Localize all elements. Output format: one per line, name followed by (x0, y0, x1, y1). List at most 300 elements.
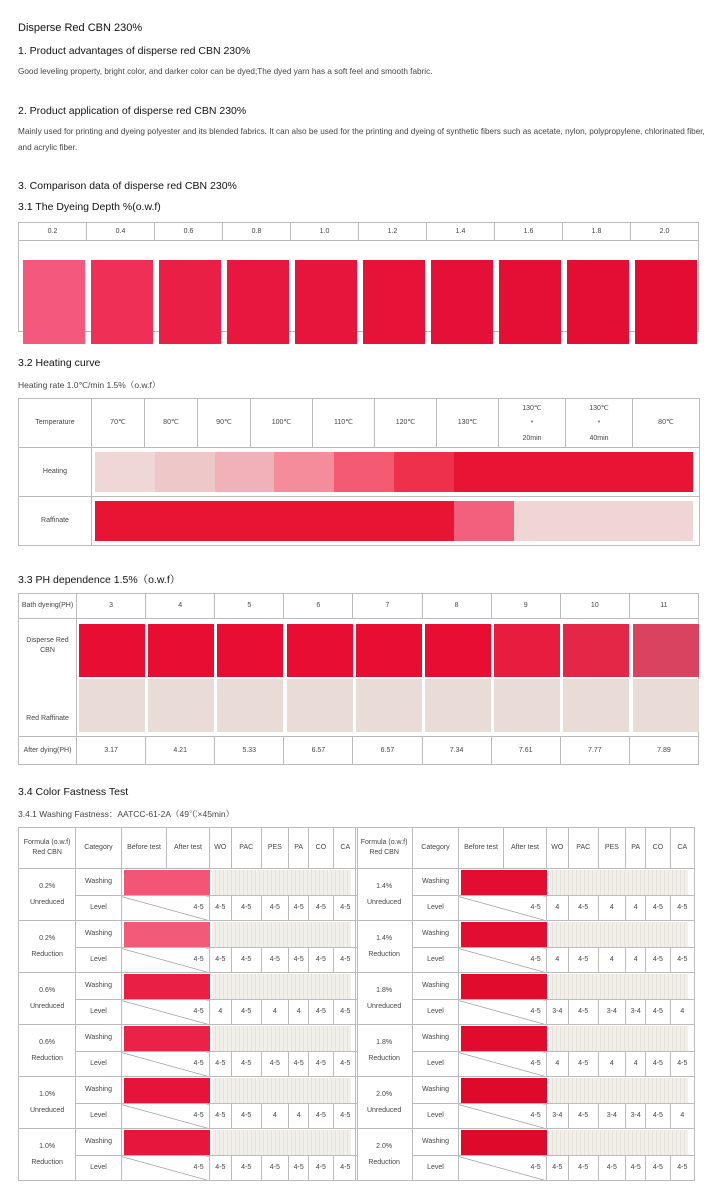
before-after-cell (121, 1000, 209, 1025)
level-label: Level (76, 1104, 122, 1129)
fiber-level: 4-5 (568, 1000, 598, 1025)
after-header: After test (504, 828, 546, 869)
fiber-level: 4-5 (670, 948, 694, 973)
after-level: 4-5 (530, 1112, 541, 1119)
fiber-level: 4-5 (261, 1156, 289, 1181)
formula-cell (356, 869, 413, 921)
strip-segment (95, 452, 155, 492)
fiber-level: 4-5 (309, 1000, 333, 1025)
depth-label: 1.2 (359, 223, 427, 241)
formula-cell (356, 921, 413, 973)
fiber-level: 4-5 (646, 1052, 670, 1077)
ph-value: 6 (284, 594, 353, 619)
after-level: 4-5 (193, 1112, 204, 1119)
ph-value: 4 (146, 594, 215, 619)
fiber-level: 4-5 (568, 1156, 598, 1181)
fiber-level: 4-5 (670, 896, 694, 921)
fiber-level: 4-5 (626, 1156, 646, 1181)
fiber-level: 4-5 (309, 896, 333, 921)
fiber-level: 4 (670, 1104, 694, 1129)
ph-dye-swatch (148, 624, 214, 677)
strip-segment (215, 501, 275, 541)
ph-dye-label: Disperse Red CBN (26, 636, 69, 654)
fiber-level: 4 (626, 948, 646, 973)
washing-swatch-cell (121, 1129, 357, 1156)
temperature-cell: 90℃ (198, 399, 251, 448)
multifiber-strip (212, 922, 351, 947)
fiber-level: 4-5 (333, 1000, 357, 1025)
fiber-level: 4-5 (670, 1052, 694, 1077)
formula-percent: 0.6% (39, 1038, 56, 1046)
before-after-cell (458, 1000, 546, 1025)
washing-swatch-cell (458, 869, 694, 896)
formula-mode: Unreduced (29, 898, 65, 906)
formula-percent: 2.0% (376, 1142, 393, 1150)
strip-segment (633, 452, 693, 492)
ph-raffinate-swatch (356, 679, 422, 732)
temperature-cell: 70℃ (92, 399, 145, 448)
level-label: Level (413, 1104, 459, 1129)
level-label: Level (76, 896, 122, 921)
formula-mode: Reduction (31, 1158, 63, 1166)
strip-segment (394, 501, 454, 541)
after-ph-value: 7.89 (629, 737, 698, 765)
fiber-header: CO (309, 828, 333, 869)
strip-segment (394, 452, 454, 492)
fiber-level: 4-5 (231, 1000, 261, 1025)
after-level: 4-5 (530, 1164, 541, 1171)
ph-raffinate-swatch (287, 679, 353, 732)
washing-label: Washing (413, 1025, 459, 1052)
strip-segment (454, 501, 514, 541)
formula-percent: 0.6% (39, 986, 56, 994)
strip-segment (274, 501, 334, 541)
fiber-header: CO (646, 828, 670, 869)
washing-swatch-cell (458, 973, 694, 1000)
depth-label: 1.4 (427, 223, 495, 241)
temperature-cell: 80℃ (145, 399, 198, 448)
fiber-level: 4-5 (231, 896, 261, 921)
fiber-level: 3-4 (626, 1000, 646, 1025)
fiber-level: 4-5 (646, 948, 670, 973)
fiber-header: PAC (568, 828, 598, 869)
washing-label: Washing (76, 869, 122, 896)
dyed-fabric-swatch (461, 870, 547, 895)
ph-value: 11 (629, 594, 698, 619)
ph-raffinate-swatch (217, 679, 283, 732)
temperature-cell: 130℃ (437, 399, 499, 448)
fiber-header: WO (209, 828, 231, 869)
formula-percent: 1.8% (376, 986, 393, 994)
fiber-level: 4-5 (231, 1052, 261, 1077)
fiber-level: 4 (209, 1000, 231, 1025)
raffinate-strip (92, 497, 700, 546)
ph-dye-swatch (494, 624, 560, 677)
depth-swatch (499, 260, 561, 344)
fiber-level: 4-5 (309, 1052, 333, 1077)
fiber-level: 4-5 (333, 896, 357, 921)
level-label: Level (413, 896, 459, 921)
depth-table (18, 222, 699, 332)
fiber-level: 4-5 (209, 1156, 231, 1181)
ph-value: 7 (353, 594, 422, 619)
after-level: 4-5 (193, 1060, 204, 1067)
multifiber-strip (549, 974, 688, 999)
formula-mode: Reduction (368, 1158, 400, 1166)
dyed-fabric-swatch (124, 922, 210, 947)
fastness-table-right (355, 827, 695, 1181)
depth-label: 1.0 (291, 223, 359, 241)
heating-heading: 3.2 Heating curve (18, 357, 101, 369)
fiber-level: 4-5 (309, 948, 333, 973)
washing-label: Washing (413, 921, 459, 948)
strip-segment (573, 452, 633, 492)
fiber-level: 4-5 (333, 1052, 357, 1077)
fiber-level: 4-5 (646, 1156, 670, 1181)
heating-strip (92, 448, 700, 497)
fiber-level: 4-5 (289, 948, 309, 973)
fiber-header: PA (289, 828, 309, 869)
hold-cell (566, 399, 633, 448)
hold-line: 130℃ (589, 404, 609, 412)
fiber-level: 4-5 (568, 1052, 598, 1077)
multifiber-strip (212, 1026, 351, 1051)
formula-cell (356, 1077, 413, 1129)
washing-swatch-cell (121, 973, 357, 1000)
formula-mode: Unreduced (29, 1106, 65, 1114)
before-after-cell (121, 1052, 209, 1077)
hold-line: 130℃ (522, 404, 542, 412)
fiber-level: 3-4 (546, 1000, 568, 1025)
depth-swatch (91, 260, 153, 344)
formula-cell (356, 973, 413, 1025)
strip-segment (573, 501, 633, 541)
washing-label: Washing (76, 1129, 122, 1156)
after-level: 4-5 (193, 1008, 204, 1015)
strip-segment (633, 501, 693, 541)
fiber-level: 4-5 (261, 948, 289, 973)
temperature-label: Temperature (19, 399, 92, 448)
strip-segment (274, 452, 334, 492)
dyed-fabric-swatch (124, 870, 210, 895)
fiber-level: 4-5 (333, 1156, 357, 1181)
fiber-level: 4-5 (209, 896, 231, 921)
depth-label: 1.8 (563, 223, 631, 241)
fiber-level: 4 (598, 948, 626, 973)
ph-value: 10 (560, 594, 629, 619)
washing-label: Washing (76, 921, 122, 948)
formula-mode: Reduction (31, 950, 63, 958)
formula-cell (19, 973, 76, 1025)
fiber-header: PAC (231, 828, 261, 869)
washing-swatch-cell (121, 1077, 357, 1104)
strip-segment (514, 452, 574, 492)
formula-mode: Unreduced (29, 1002, 65, 1010)
dyed-fabric-swatch (461, 1026, 547, 1051)
ph-swatch-area (77, 619, 699, 737)
before-after-cell (458, 896, 546, 921)
strip-segment (155, 452, 215, 492)
fiber-level: 4-5 (646, 1000, 670, 1025)
fiber-level: 4-5 (333, 948, 357, 973)
formula-cell (19, 869, 76, 921)
multifiber-strip (549, 1130, 688, 1155)
after-level: 4-5 (530, 904, 541, 911)
fiber-level: 3-4 (626, 1104, 646, 1129)
heating-table (18, 398, 700, 546)
fiber-header: CA (333, 828, 357, 869)
depth-swatch (635, 260, 697, 344)
washing-swatch-cell (458, 1077, 694, 1104)
fiber-level: 4-5 (231, 948, 261, 973)
fiber-level: 4-5 (309, 1156, 333, 1181)
ph-raffinate-swatch (563, 679, 629, 732)
after-ph-value: 6.57 (284, 737, 353, 765)
formula-cell (19, 1129, 76, 1181)
depth-swatch (23, 260, 85, 344)
section-2-heading: 2. Product application of disperse red CBN 230% (18, 105, 247, 117)
ph-dye-swatch (356, 624, 422, 677)
ph-dye-swatch (563, 624, 629, 677)
level-label: Level (76, 1052, 122, 1077)
bath-label: Bath dyeing(PH) (19, 594, 77, 619)
depth-swatch (295, 260, 357, 344)
fiber-level: 4 (261, 1104, 289, 1129)
multifiber-strip (212, 870, 351, 895)
level-label: Level (413, 1000, 459, 1025)
formula-percent: 2.0% (376, 1090, 393, 1098)
washing-swatch-cell (121, 869, 357, 896)
fiber-level: 4-5 (646, 1104, 670, 1129)
fiber-level: 4-5 (546, 1156, 568, 1181)
washing-label: Washing (76, 973, 122, 1000)
section-2-text: Mainly used for printing and dyeing polyester and its blended fabrics. It can also be used for the printing and dyeing of synthetic fibers such as acetate, nylon, polypropylene, chlorinated fiber, and acrylic fiber. (18, 127, 705, 152)
washing-swatch-cell (458, 921, 694, 948)
fiber-level: 4 (261, 1000, 289, 1025)
fiber-level: 4 (598, 896, 626, 921)
before-after-cell (121, 896, 209, 921)
depth-label: 0.4 (87, 223, 155, 241)
fiber-level: 3-4 (598, 1104, 626, 1129)
fiber-level: 4-5 (670, 1156, 694, 1181)
fiber-level: 4-5 (231, 1104, 261, 1129)
fiber-level: 3-4 (546, 1104, 568, 1129)
dyed-fabric-swatch (124, 1130, 210, 1155)
heating-row-label: Heating (19, 448, 92, 497)
depth-label: 0.2 (19, 223, 87, 241)
formula-cell (19, 1025, 76, 1077)
washing-swatch-cell (121, 1025, 357, 1052)
level-label: Level (413, 1156, 459, 1181)
fiber-level: 3-4 (598, 1000, 626, 1025)
section-1-heading: 1. Product advantages of disperse red CBN 230% (18, 45, 251, 57)
strip-segment (454, 452, 514, 492)
formula-header: Formula (o.w.f) Red CBN (356, 828, 413, 869)
washing-label: Washing (413, 869, 459, 896)
fiber-level: 4-5 (231, 1156, 261, 1181)
ph-value: 5 (215, 594, 284, 619)
ph-dye-swatch (425, 624, 491, 677)
formula-cell (356, 1129, 413, 1181)
category-header: Category (413, 828, 459, 869)
level-label: Level (413, 1052, 459, 1077)
fiber-level: 4-5 (568, 1104, 598, 1129)
page-title: Disperse Red CBN 230% (18, 22, 143, 34)
temperature-cell: 110℃ (313, 399, 375, 448)
hold-line: * (597, 419, 601, 427)
depth-heading: 3.1 The Dyeing Depth %(o.w.f) (18, 201, 161, 213)
fiber-level: 4-5 (209, 1052, 231, 1077)
after-level: 4-5 (530, 1008, 541, 1015)
ph-dye-swatch (633, 624, 699, 677)
ph-dye-swatch (79, 624, 145, 677)
ph-raffinate-swatch (425, 679, 491, 732)
fiber-level: 4 (546, 1052, 568, 1077)
formula-header: Formula (o.w.f) Red CBN (19, 828, 76, 869)
fiber-level: 4-5 (289, 1052, 309, 1077)
fiber-level: 4-5 (309, 1104, 333, 1129)
hold-line: 40min (589, 434, 609, 442)
formula-mode: Reduction (368, 1054, 400, 1062)
strip-segment (215, 452, 275, 492)
dyed-fabric-swatch (461, 922, 547, 947)
before-after-cell (121, 1156, 209, 1181)
fiber-level: 4 (546, 896, 568, 921)
washing-swatch-cell (458, 1129, 694, 1156)
after-ph-value: 3.17 (77, 737, 146, 765)
ph-raffinate-swatch (494, 679, 560, 732)
section-1-text: Good leveling property, bright color, and darker color can be dyed;The dyed yarn has a soft feel and smooth fabric. (18, 67, 433, 76)
depth-swatch-row (19, 241, 699, 332)
after-level: 4-5 (530, 1060, 541, 1067)
fiber-level: 4 (626, 1052, 646, 1077)
strip-segment (95, 501, 155, 541)
hold-line: 20min (522, 434, 542, 442)
depth-label: 0.8 (223, 223, 291, 241)
fiber-level: 4 (289, 1104, 309, 1129)
formula-cell (356, 1025, 413, 1077)
before-after-cell (458, 1104, 546, 1129)
dyed-fabric-swatch (461, 1130, 547, 1155)
after-ph-value: 7.61 (491, 737, 560, 765)
category-header: Category (76, 828, 122, 869)
dyed-fabric-swatch (461, 974, 547, 999)
after-label: After dying(PH) (19, 737, 77, 765)
strip-segment (514, 501, 574, 541)
depth-label: 0.6 (155, 223, 223, 241)
dyed-fabric-swatch (461, 1078, 547, 1103)
fiber-level: 4 (670, 1000, 694, 1025)
washing-swatch-cell (121, 921, 357, 948)
formula-mode: Unreduced (366, 898, 402, 906)
before-after-cell (121, 948, 209, 973)
before-header: Before test (458, 828, 504, 869)
level-label: Level (76, 1156, 122, 1181)
multifiber-strip (212, 1130, 351, 1155)
formula-percent: 1.0% (39, 1090, 56, 1098)
depth-swatch (363, 260, 425, 344)
dyed-fabric-swatch (124, 1026, 210, 1051)
fiber-level: 4 (289, 1000, 309, 1025)
hold-line: * (530, 419, 534, 427)
ph-raffinate-label: Red Raffinate (26, 714, 69, 722)
fiber-header: PA (626, 828, 646, 869)
formula-mode: Reduction (368, 950, 400, 958)
washing-label: Washing (413, 1129, 459, 1156)
ph-dye-label-cell (19, 619, 77, 737)
fastness-table-left (18, 827, 358, 1181)
fiber-level: 4 (598, 1052, 626, 1077)
depth-label: 1.6 (495, 223, 563, 241)
washing-label: Washing (413, 1077, 459, 1104)
raffinate-row-label: Raffinate (19, 497, 92, 546)
formula-cell (19, 921, 76, 973)
formula-percent: 0.2% (39, 882, 56, 890)
fiber-header: PES (261, 828, 289, 869)
ph-raffinate-swatch (79, 679, 145, 732)
after-header: After test (167, 828, 209, 869)
depth-swatch (227, 260, 289, 344)
washing-fastness-heading: 3.4.1 Washing Fastness：AATCC-61-2A（49℃×45min） (18, 809, 235, 819)
ph-heading: 3.3 PH dependence 1.5%（o.w.f） (18, 574, 181, 586)
fiber-header: CA (670, 828, 694, 869)
formula-mode: Reduction (31, 1054, 63, 1062)
heating-gradient (95, 452, 693, 492)
fiber-level: 4 (546, 948, 568, 973)
strip-segment (334, 501, 394, 541)
temperature-cell: 80℃ (633, 399, 700, 448)
formula-percent: 1.4% (376, 882, 393, 890)
fiber-level: 4-5 (209, 948, 231, 973)
strip-segment (334, 452, 394, 492)
fiber-level: 4-5 (289, 1156, 309, 1181)
before-header: Before test (121, 828, 167, 869)
formula-mode: Unreduced (366, 1106, 402, 1114)
multifiber-strip (549, 1026, 688, 1051)
formula-cell (19, 1077, 76, 1129)
multifiber-strip (212, 1078, 351, 1103)
after-level: 4-5 (193, 904, 204, 911)
washing-label: Washing (413, 973, 459, 1000)
raffinate-gradient (95, 501, 693, 541)
multifiber-strip (549, 1078, 688, 1103)
fiber-level: 4-5 (261, 896, 289, 921)
washing-label: Washing (76, 1077, 122, 1104)
formula-percent: 0.2% (39, 934, 56, 942)
before-after-cell (458, 948, 546, 973)
fiber-level: 4-5 (333, 1104, 357, 1129)
fiber-level: 4 (626, 896, 646, 921)
after-level: 4-5 (193, 1164, 204, 1171)
after-ph-value: 7.77 (560, 737, 629, 765)
before-after-cell (121, 1104, 209, 1129)
after-ph-value: 5.33 (215, 737, 284, 765)
depth-swatch (567, 260, 629, 344)
section-3-heading: 3. Comparison data of disperse red CBN 230% (18, 180, 237, 192)
ph-raffinate-swatch (148, 679, 214, 732)
ph-value: 9 (491, 594, 560, 619)
after-ph-value: 4.21 (146, 737, 215, 765)
after-level: 4-5 (193, 956, 204, 963)
formula-percent: 1.8% (376, 1038, 393, 1046)
multifiber-strip (549, 870, 688, 895)
fiber-level: 4-5 (646, 896, 670, 921)
after-level: 4-5 (530, 956, 541, 963)
fiber-level: 4-5 (289, 896, 309, 921)
ph-value: 3 (77, 594, 146, 619)
formula-percent: 1.0% (39, 1142, 56, 1150)
depth-label: 2.0 (631, 223, 699, 241)
